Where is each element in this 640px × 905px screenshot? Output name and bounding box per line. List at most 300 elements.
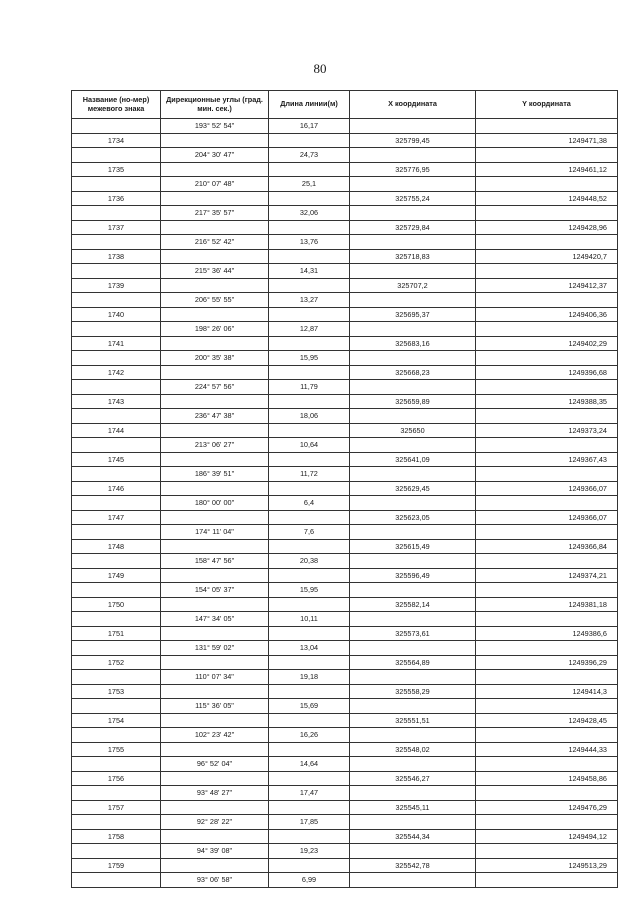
y-coordinate-cell: 1249476,29 [476,800,618,815]
x-coordinate-cell: 325558,29 [350,684,476,699]
page-number: 80 [313,61,327,76]
angle-cell: 210° 07' 48" [161,177,269,192]
empty-cell [476,293,618,308]
point-row [72,162,618,177]
empty-cell [476,496,618,511]
empty-cell [161,307,269,322]
empty-cell [350,525,476,540]
segment-row [72,699,618,714]
segment-row [72,757,618,772]
point-row [72,858,618,873]
y-coordinate-cell: 1249428,45 [476,713,618,728]
length-cell: 17,85 [269,815,350,830]
y-coordinate-cell: 1249448,52 [476,191,618,206]
empty-cell [476,322,618,337]
segment-row [72,351,618,366]
empty-cell [72,235,161,250]
x-coordinate-cell: 325683,16 [350,336,476,351]
empty-cell [476,206,618,221]
angle-cell: 216° 52' 42" [161,235,269,250]
empty-cell [476,438,618,453]
empty-cell [72,612,161,627]
empty-cell [269,829,350,844]
point-name-cell: 1751 [72,626,161,641]
empty-cell [72,554,161,569]
empty-cell [72,728,161,743]
y-coordinate-cell: 1249461,12 [476,162,618,177]
empty-cell [476,844,618,859]
x-coordinate-cell: 325582,14 [350,597,476,612]
point-name-cell: 1744 [72,423,161,438]
x-coordinate-cell: 325545,11 [350,800,476,815]
segment-row [72,554,618,569]
empty-cell [350,322,476,337]
point-name-cell: 1742 [72,365,161,380]
y-coordinate-cell: 1249406,36 [476,307,618,322]
point-name-cell: 1734 [72,133,161,148]
y-coordinate-cell: 1249381,18 [476,597,618,612]
header-name: Название (но-мер) межевого знака [72,91,161,119]
empty-cell [72,873,161,888]
x-coordinate-cell: 325629,45 [350,481,476,496]
segment-row [72,496,618,511]
header-length: Длина линии(м) [269,91,350,119]
empty-cell [476,148,618,163]
length-cell: 19,23 [269,844,350,859]
empty-cell [72,148,161,163]
y-coordinate-cell: 1249374,21 [476,568,618,583]
y-coordinate-cell: 1249388,35 [476,394,618,409]
empty-cell [476,554,618,569]
empty-cell [161,597,269,612]
point-row [72,220,618,235]
empty-cell [269,539,350,554]
length-cell: 13,04 [269,641,350,656]
angle-cell: 200° 35' 38" [161,351,269,366]
y-coordinate-cell: 1249396,68 [476,365,618,380]
length-cell: 25,1 [269,177,350,192]
length-cell: 10,11 [269,612,350,627]
empty-cell [476,728,618,743]
angle-cell: 206° 55' 55" [161,293,269,308]
empty-cell [350,409,476,424]
empty-cell [476,757,618,772]
empty-cell [350,699,476,714]
point-name-cell: 1756 [72,771,161,786]
segment-row [72,148,618,163]
x-coordinate-cell: 325551,51 [350,713,476,728]
empty-cell [72,264,161,279]
angle-cell: 154° 05' 37" [161,583,269,598]
segment-row [72,177,618,192]
empty-cell [269,278,350,293]
empty-cell [269,191,350,206]
length-cell: 10,64 [269,438,350,453]
empty-cell [350,583,476,598]
empty-cell [269,568,350,583]
point-row [72,742,618,757]
empty-cell [476,264,618,279]
angle-cell: 147° 34' 05" [161,612,269,627]
y-coordinate-cell: 1249494,12 [476,829,618,844]
point-name-cell: 1738 [72,249,161,264]
empty-cell [476,409,618,424]
segment-row [72,670,618,685]
point-row [72,713,618,728]
empty-cell [269,249,350,264]
empty-cell [72,351,161,366]
x-coordinate-cell: 325650 [350,423,476,438]
x-coordinate-cell: 325755,24 [350,191,476,206]
y-coordinate-cell: 1249412,37 [476,278,618,293]
angle-cell: 213° 06' 27" [161,438,269,453]
point-row [72,423,618,438]
empty-cell [161,713,269,728]
angle-cell: 224° 57' 56" [161,380,269,395]
x-coordinate-cell: 325546,27 [350,771,476,786]
empty-cell [161,133,269,148]
angle-cell: 186° 39' 51" [161,467,269,482]
length-cell: 13,27 [269,293,350,308]
point-row [72,829,618,844]
empty-cell [161,655,269,670]
empty-cell [350,119,476,134]
length-cell: 12,87 [269,322,350,337]
empty-cell [350,235,476,250]
point-name-cell: 1747 [72,510,161,525]
empty-cell [476,873,618,888]
point-row [72,481,618,496]
length-cell: 15,95 [269,583,350,598]
point-name-cell: 1739 [72,278,161,293]
empty-cell [161,539,269,554]
angle-cell: 93° 48' 27" [161,786,269,801]
y-coordinate-cell: 1249420,7 [476,249,618,264]
header-y: Y координата [476,91,618,119]
empty-cell [269,742,350,757]
point-name-cell: 1740 [72,307,161,322]
point-row [72,684,618,699]
empty-cell [476,525,618,540]
header-angle: Дирекционные углы (град. мин. сек.) [161,91,269,119]
angle-cell: 158° 47' 56" [161,554,269,569]
length-cell: 14,31 [269,264,350,279]
point-row [72,539,618,554]
x-coordinate-cell: 325799,45 [350,133,476,148]
point-name-cell: 1759 [72,858,161,873]
point-row [72,278,618,293]
angle-cell: 236° 47' 38" [161,409,269,424]
boundary-coordinates-table [71,90,618,888]
x-coordinate-cell: 325659,89 [350,394,476,409]
point-name-cell: 1748 [72,539,161,554]
angle-cell: 96° 52' 04" [161,757,269,772]
length-cell: 18,06 [269,409,350,424]
point-row [72,800,618,815]
empty-cell [269,423,350,438]
empty-cell [350,467,476,482]
empty-cell [161,423,269,438]
empty-cell [161,365,269,380]
angle-cell: 215° 36' 44" [161,264,269,279]
y-coordinate-cell: 1249373,24 [476,423,618,438]
segment-row [72,612,618,627]
angle-cell: 204° 30' 47" [161,148,269,163]
empty-cell [269,597,350,612]
segment-row [72,583,618,598]
empty-cell [269,655,350,670]
angle-cell: 174° 11' 04" [161,525,269,540]
length-cell: 13,76 [269,235,350,250]
empty-cell [350,757,476,772]
length-cell: 11,72 [269,467,350,482]
empty-cell [476,235,618,250]
segment-row [72,206,618,221]
point-name-cell: 1758 [72,829,161,844]
empty-cell [269,858,350,873]
empty-cell [269,394,350,409]
point-name-cell: 1737 [72,220,161,235]
empty-cell [476,786,618,801]
point-row [72,771,618,786]
segment-row [72,264,618,279]
empty-cell [269,133,350,148]
point-row [72,626,618,641]
empty-cell [476,815,618,830]
x-coordinate-cell: 325776,95 [350,162,476,177]
length-cell: 7,6 [269,525,350,540]
length-cell: 15,69 [269,699,350,714]
point-row [72,365,618,380]
empty-cell [161,394,269,409]
table-header-row [72,91,618,119]
y-coordinate-cell: 1249367,43 [476,452,618,467]
empty-cell [350,786,476,801]
x-coordinate-cell: 325573,61 [350,626,476,641]
segment-row [72,409,618,424]
point-name-cell: 1753 [72,684,161,699]
empty-cell [72,380,161,395]
empty-cell [350,844,476,859]
empty-cell [476,583,618,598]
empty-cell [161,481,269,496]
angle-cell: 102° 23' 42" [161,728,269,743]
empty-cell [269,510,350,525]
segment-row [72,467,618,482]
y-coordinate-cell: 1249414,3 [476,684,618,699]
y-coordinate-cell: 1249513,29 [476,858,618,873]
x-coordinate-cell: 325668,23 [350,365,476,380]
empty-cell [476,641,618,656]
empty-cell [161,742,269,757]
y-coordinate-cell: 1249366,07 [476,510,618,525]
empty-cell [269,307,350,322]
angle-cell: 110° 07' 34" [161,670,269,685]
empty-cell [350,641,476,656]
empty-cell [72,409,161,424]
angle-cell: 115° 36' 05" [161,699,269,714]
empty-cell [350,873,476,888]
header-x: X координата [350,91,476,119]
point-row [72,307,618,322]
empty-cell [161,220,269,235]
segment-row [72,786,618,801]
segment-row [72,873,618,888]
empty-cell [476,612,618,627]
point-row [72,510,618,525]
x-coordinate-cell: 325641,09 [350,452,476,467]
empty-cell [161,858,269,873]
point-name-cell: 1755 [72,742,161,757]
x-coordinate-cell: 325542,78 [350,858,476,873]
point-row [72,191,618,206]
empty-cell [350,380,476,395]
x-coordinate-cell: 325564,89 [350,655,476,670]
empty-cell [350,148,476,163]
empty-cell [350,438,476,453]
point-row [72,133,618,148]
segment-row [72,728,618,743]
empty-cell [476,467,618,482]
table-body [72,119,618,888]
empty-cell [476,699,618,714]
empty-cell [269,452,350,467]
empty-cell [72,641,161,656]
empty-cell [161,191,269,206]
segment-row [72,815,618,830]
length-cell: 6,99 [269,873,350,888]
empty-cell [72,525,161,540]
segment-row [72,380,618,395]
point-name-cell: 1757 [72,800,161,815]
empty-cell [350,670,476,685]
empty-cell [72,438,161,453]
empty-cell [476,177,618,192]
y-coordinate-cell: 1249366,07 [476,481,618,496]
length-cell: 16,17 [269,119,350,134]
empty-cell [72,177,161,192]
angle-cell: 198° 26' 06" [161,322,269,337]
point-name-cell: 1750 [72,597,161,612]
point-row [72,655,618,670]
empty-cell [476,351,618,366]
length-cell: 14,64 [269,757,350,772]
empty-cell [350,612,476,627]
empty-cell [350,206,476,221]
angle-cell: 193° 52' 54" [161,119,269,134]
x-coordinate-cell: 325623,05 [350,510,476,525]
angle-cell: 92° 28' 22" [161,815,269,830]
empty-cell [72,583,161,598]
y-coordinate-cell: 1249458,86 [476,771,618,786]
point-name-cell: 1741 [72,336,161,351]
empty-cell [269,365,350,380]
x-coordinate-cell: 325548,02 [350,742,476,757]
angle-cell: 131° 59' 02" [161,641,269,656]
length-cell: 6,4 [269,496,350,511]
x-coordinate-cell: 325718,83 [350,249,476,264]
point-row [72,394,618,409]
segment-row [72,438,618,453]
empty-cell [350,351,476,366]
segment-row [72,641,618,656]
segment-row [72,844,618,859]
segment-row [72,119,618,134]
empty-cell [350,728,476,743]
length-cell: 11,79 [269,380,350,395]
empty-cell [476,670,618,685]
empty-cell [161,568,269,583]
segment-row [72,293,618,308]
empty-cell [269,684,350,699]
x-coordinate-cell: 325695,37 [350,307,476,322]
angle-cell: 94° 39' 08" [161,844,269,859]
empty-cell [269,626,350,641]
length-cell: 20,38 [269,554,350,569]
y-coordinate-cell: 1249366,84 [476,539,618,554]
x-coordinate-cell: 325729,84 [350,220,476,235]
point-name-cell: 1746 [72,481,161,496]
y-coordinate-cell: 1249402,29 [476,336,618,351]
length-cell: 15,95 [269,351,350,366]
empty-cell [350,815,476,830]
length-cell: 32,06 [269,206,350,221]
empty-cell [72,293,161,308]
empty-cell [161,336,269,351]
empty-cell [72,670,161,685]
empty-cell [161,278,269,293]
empty-cell [161,510,269,525]
empty-cell [350,264,476,279]
empty-cell [476,119,618,134]
point-name-cell: 1745 [72,452,161,467]
x-coordinate-cell: 325707,2 [350,278,476,293]
empty-cell [161,684,269,699]
point-name-cell: 1749 [72,568,161,583]
point-row [72,568,618,583]
empty-cell [269,336,350,351]
empty-cell [269,800,350,815]
y-coordinate-cell: 1249471,38 [476,133,618,148]
empty-cell [161,771,269,786]
point-row [72,336,618,351]
empty-cell [269,220,350,235]
segment-row [72,525,618,540]
y-coordinate-cell: 1249396,29 [476,655,618,670]
x-coordinate-cell: 325615,49 [350,539,476,554]
empty-cell [161,452,269,467]
y-coordinate-cell: 1249444,33 [476,742,618,757]
angle-cell: 93° 06' 58" [161,873,269,888]
length-cell: 17,47 [269,786,350,801]
segment-row [72,235,618,250]
empty-cell [72,496,161,511]
empty-cell [269,713,350,728]
y-coordinate-cell: 1249386,6 [476,626,618,641]
point-row [72,249,618,264]
empty-cell [161,249,269,264]
empty-cell [350,554,476,569]
empty-cell [161,626,269,641]
point-name-cell: 1752 [72,655,161,670]
empty-cell [161,829,269,844]
empty-cell [476,380,618,395]
empty-cell [72,699,161,714]
segment-row [72,322,618,337]
empty-cell [269,162,350,177]
length-cell: 16,26 [269,728,350,743]
point-name-cell: 1736 [72,191,161,206]
